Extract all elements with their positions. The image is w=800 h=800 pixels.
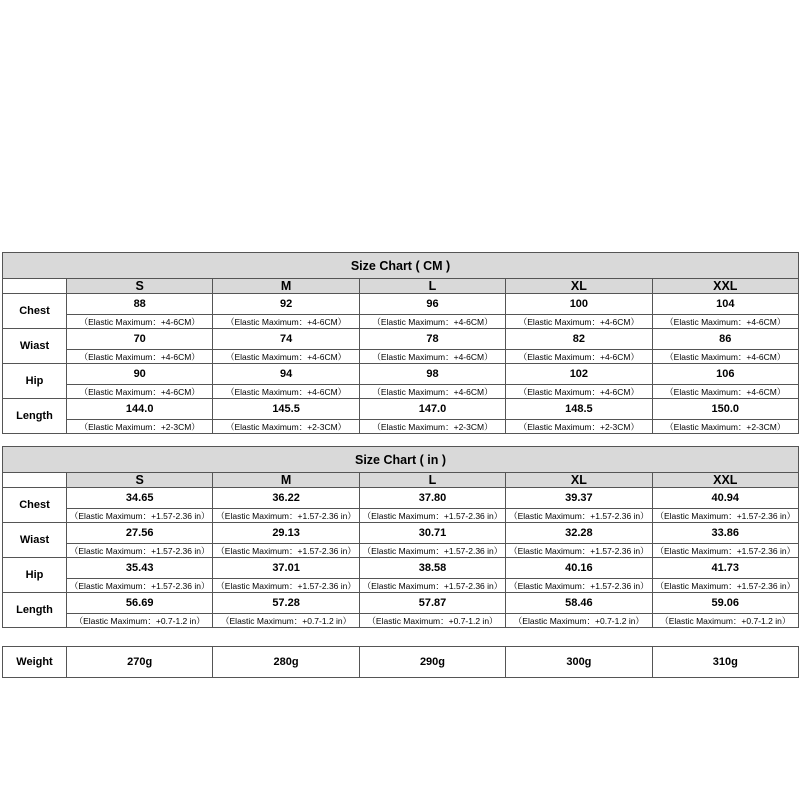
note-row-chest: [3, 509, 799, 523]
table-title-row: [3, 253, 799, 279]
elastic-note: （Elastic Maximum：+1.57-2.36 in）: [67, 579, 213, 593]
value-cell: 37.01: [213, 558, 359, 579]
value-cell: 94: [213, 364, 359, 385]
table-row-hip: [3, 364, 799, 385]
elastic-note: （Elastic Maximum：+0.7-1.2 in）: [359, 614, 505, 628]
value-cell: 40.16: [506, 558, 652, 579]
row-label-weight: Weight: [3, 647, 67, 678]
elastic-note: （Elastic Maximum：+1.57-2.36 in）: [506, 509, 652, 523]
size-header-xl: XL: [506, 279, 652, 294]
elastic-note: （Elastic Maximum：+4-6CM）: [213, 350, 359, 364]
value-cell: 27.56: [67, 523, 213, 544]
value-cell: 32.28: [506, 523, 652, 544]
row-label-hip: Hip: [3, 364, 67, 399]
table-title-row: [3, 447, 799, 473]
size-header-xl: XL: [506, 473, 652, 488]
value-cell: 56.69: [67, 593, 213, 614]
elastic-note: （Elastic Maximum：+0.7-1.2 in）: [67, 614, 213, 628]
weight-value-m: 280g: [213, 647, 359, 678]
value-cell: 100: [506, 294, 652, 315]
header-corner: [3, 473, 67, 488]
elastic-note: （Elastic Maximum：+1.57-2.36 in）: [506, 544, 652, 558]
weight-value-xxl: 310g: [652, 647, 798, 678]
elastic-note: （Elastic Maximum：+4-6CM）: [652, 315, 798, 329]
value-cell: 78: [359, 329, 505, 350]
elastic-note: （Elastic Maximum：+4-6CM）: [67, 315, 213, 329]
size-header-l: L: [359, 473, 505, 488]
value-cell: 70: [67, 329, 213, 350]
value-cell: 82: [506, 329, 652, 350]
value-cell: 36.22: [213, 488, 359, 509]
elastic-note: （Elastic Maximum：+1.57-2.36 in）: [213, 509, 359, 523]
elastic-note: （Elastic Maximum：+2-3CM）: [67, 420, 213, 434]
elastic-note: （Elastic Maximum：+4-6CM）: [652, 350, 798, 364]
elastic-note: （Elastic Maximum：+4-6CM）: [506, 350, 652, 364]
size-header-xxl: XXL: [652, 473, 798, 488]
weight-value-xl: 300g: [506, 647, 652, 678]
elastic-note: （Elastic Maximum：+1.57-2.36 in）: [67, 509, 213, 523]
elastic-note: （Elastic Maximum：+1.57-2.36 in）: [213, 544, 359, 558]
row-label-length: Length: [3, 399, 67, 434]
weight-value-s: 270g: [67, 647, 213, 678]
value-cell: 39.37: [506, 488, 652, 509]
value-cell: 59.06: [652, 593, 798, 614]
value-cell: 33.86: [652, 523, 798, 544]
size-chart-cm-title: Size Chart ( CM ): [3, 253, 799, 279]
row-label-length: Length: [3, 593, 67, 628]
note-row-length: [3, 420, 799, 434]
size-header-s: S: [67, 279, 213, 294]
value-cell: 92: [213, 294, 359, 315]
table-row-weight: [3, 647, 799, 678]
value-cell: 104: [652, 294, 798, 315]
elastic-note: （Elastic Maximum：+2-3CM）: [359, 420, 505, 434]
row-label-chest: Chest: [3, 488, 67, 523]
elastic-note: （Elastic Maximum：+4-6CM）: [506, 315, 652, 329]
row-label-waist: Wiast: [3, 329, 67, 364]
value-cell: 98: [359, 364, 505, 385]
elastic-note: （Elastic Maximum：+2-3CM）: [506, 420, 652, 434]
value-cell: 29.13: [213, 523, 359, 544]
note-row-waist: [3, 350, 799, 364]
value-cell: 102: [506, 364, 652, 385]
value-cell: 150.0: [652, 399, 798, 420]
value-cell: 145.5: [213, 399, 359, 420]
size-header-xxl: XXL: [652, 279, 798, 294]
table-row-length: [3, 593, 799, 614]
value-cell: 40.94: [652, 488, 798, 509]
table-row-hip: [3, 558, 799, 579]
elastic-note: （Elastic Maximum：+1.57-2.36 in）: [652, 544, 798, 558]
elastic-note: （Elastic Maximum：+1.57-2.36 in）: [213, 579, 359, 593]
size-header-m: M: [213, 473, 359, 488]
note-row-length: [3, 614, 799, 628]
elastic-note: （Elastic Maximum：+1.57-2.36 in）: [359, 509, 505, 523]
elastic-note: （Elastic Maximum：+4-6CM）: [213, 315, 359, 329]
elastic-note: （Elastic Maximum：+4-6CM）: [213, 385, 359, 399]
elastic-note: （Elastic Maximum：+4-6CM）: [652, 385, 798, 399]
note-row-hip: [3, 579, 799, 593]
header-corner: [3, 279, 67, 294]
value-cell: 90: [67, 364, 213, 385]
size-header-row: [3, 279, 799, 294]
row-label-waist: Wiast: [3, 523, 67, 558]
size-header-l: L: [359, 279, 505, 294]
value-cell: 96: [359, 294, 505, 315]
note-row-chest: [3, 315, 799, 329]
size-chart-cm-table: [2, 252, 799, 434]
note-row-hip: [3, 385, 799, 399]
value-cell: 148.5: [506, 399, 652, 420]
value-cell: 147.0: [359, 399, 505, 420]
table-row-waist: [3, 329, 799, 350]
row-label-chest: Chest: [3, 294, 67, 329]
elastic-note: （Elastic Maximum：+4-6CM）: [359, 315, 505, 329]
size-chart-in-table: [2, 446, 799, 628]
size-chart-in-title: Size Chart ( in ): [3, 447, 799, 473]
weight-table: [2, 646, 799, 678]
elastic-note: （Elastic Maximum：+0.7-1.2 in）: [652, 614, 798, 628]
value-cell: 57.28: [213, 593, 359, 614]
elastic-note: （Elastic Maximum：+1.57-2.36 in）: [67, 544, 213, 558]
value-cell: 34.65: [67, 488, 213, 509]
value-cell: 144.0: [67, 399, 213, 420]
note-row-waist: [3, 544, 799, 558]
elastic-note: （Elastic Maximum：+2-3CM）: [652, 420, 798, 434]
value-cell: 86: [652, 329, 798, 350]
size-header-row: [3, 473, 799, 488]
weight-value-l: 290g: [359, 647, 505, 678]
row-label-hip: Hip: [3, 558, 67, 593]
value-cell: 106: [652, 364, 798, 385]
elastic-note: （Elastic Maximum：+0.7-1.2 in）: [213, 614, 359, 628]
elastic-note: （Elastic Maximum：+4-6CM）: [67, 385, 213, 399]
elastic-note: （Elastic Maximum：+0.7-1.2 in）: [506, 614, 652, 628]
value-cell: 41.73: [652, 558, 798, 579]
elastic-note: （Elastic Maximum：+1.57-2.36 in）: [359, 544, 505, 558]
value-cell: 57.87: [359, 593, 505, 614]
size-header-m: M: [213, 279, 359, 294]
table-row-chest: [3, 488, 799, 509]
elastic-note: （Elastic Maximum：+1.57-2.36 in）: [652, 579, 798, 593]
value-cell: 74: [213, 329, 359, 350]
elastic-note: （Elastic Maximum：+2-3CM）: [213, 420, 359, 434]
size-header-s: S: [67, 473, 213, 488]
elastic-note: （Elastic Maximum：+4-6CM）: [506, 385, 652, 399]
elastic-note: （Elastic Maximum：+1.57-2.36 in）: [506, 579, 652, 593]
value-cell: 35.43: [67, 558, 213, 579]
table-row-length: [3, 399, 799, 420]
value-cell: 38.58: [359, 558, 505, 579]
elastic-note: （Elastic Maximum：+4-6CM）: [359, 385, 505, 399]
value-cell: 37.80: [359, 488, 505, 509]
elastic-note: （Elastic Maximum：+1.57-2.36 in）: [652, 509, 798, 523]
value-cell: 58.46: [506, 593, 652, 614]
value-cell: 30.71: [359, 523, 505, 544]
elastic-note: （Elastic Maximum：+4-6CM）: [67, 350, 213, 364]
elastic-note: （Elastic Maximum：+1.57-2.36 in）: [359, 579, 505, 593]
value-cell: 88: [67, 294, 213, 315]
elastic-note: （Elastic Maximum：+4-6CM）: [359, 350, 505, 364]
table-row-waist: [3, 523, 799, 544]
table-row-chest: [3, 294, 799, 315]
